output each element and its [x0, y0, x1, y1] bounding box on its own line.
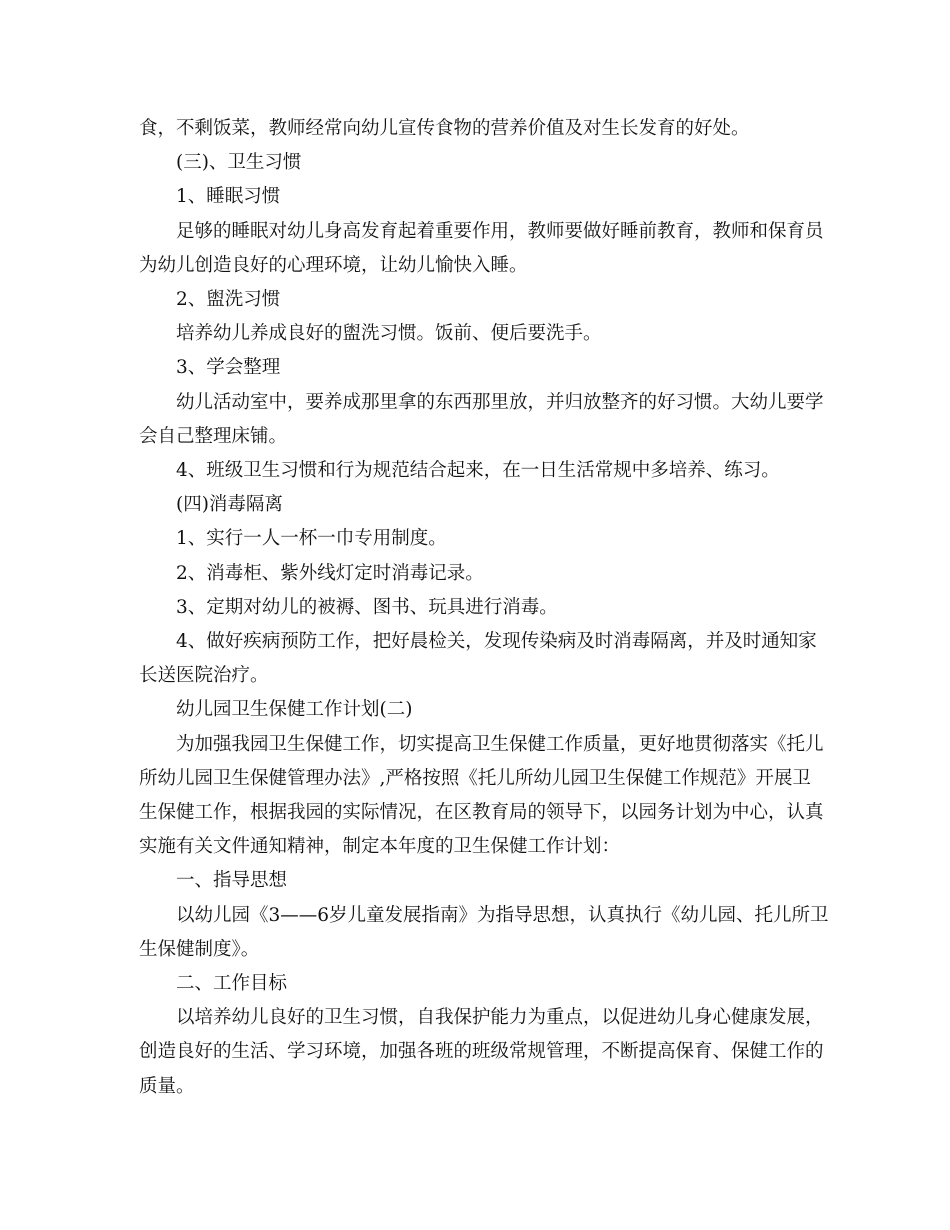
- subheading-sleep-habits: 1、睡眠习惯: [176, 186, 281, 208]
- paragraph-sleep: 足够的睡眠对幼儿身高发育起着重要作用，教师要做好睡前教育，教师和保育员为幼儿创造良好的心理环境，让幼儿愉快入睡。: [139, 220, 824, 276]
- heading-disinfection: (四)消毒隔离: [176, 494, 283, 516]
- paragraph-class-habits: 4、班级卫生习惯和行为规范结合起来，在一日生活常规中多培养、练习。: [176, 460, 780, 482]
- paragraph-guiding-ideology: 以幼儿园《3——6岁儿童发展指南》为指导思想，认真执行《幼儿园、托儿所卫生保健制度》。: [139, 904, 829, 960]
- paragraph-washing: 培养幼儿养成良好的盥洗习惯。饭前、便后要洗手。: [176, 323, 602, 345]
- subheading-washing-habits: 2、盥洗习惯: [176, 289, 281, 311]
- paragraph-tidying: 幼儿活动室中，要养成那里拿的东西那里放，并归放整齐的好习惯。大幼儿要学会自己整理床铺。: [139, 391, 824, 447]
- list-item-disinfection-2: 2、消毒柜、紫外线灯定时消毒记录。: [176, 562, 484, 584]
- heading-guiding-ideology: 一、指导思想: [176, 870, 288, 892]
- document-body: [139, 112, 829, 1104]
- list-item-disinfection-3: 3、定期对幼儿的被褥、图书、玩具进行消毒。: [176, 596, 558, 618]
- paragraph-1: 食，不剩饭菜，教师经常向幼儿宣传食物的营养价值及对生长发育的好处。: [139, 118, 750, 139]
- list-item-disinfection-1: 1、实行一人一杯一巾专用制度。: [176, 528, 447, 550]
- paragraph-plan-intro: 为加强我园卫生保健工作，切实提高卫生保健工作质量，更好地贯彻落实《托儿所幼儿园卫生保健管理办法》,严格按照《托儿所幼儿园卫生保健工作规范》开展卫生保健工作，根据我园的实际情况，在区教育局的领导下，以园务计划为中心，认真实施有关文件通知精神，制定本年度的卫生保健工作计划：: [139, 733, 824, 858]
- list-item-disinfection-4: 4、做好疾病预防工作，把好晨检关，发现传染病及时消毒隔离，并及时通知家长送医院治疗。: [139, 631, 817, 687]
- heading-work-goals: 二、工作目标: [176, 973, 288, 995]
- section-title-plan-two: 幼儿园卫生保健工作计划(二): [176, 699, 413, 721]
- subheading-tidying: 3、学会整理: [176, 357, 281, 379]
- paragraph-work-goals: 以培养幼儿良好的卫生习惯，自我保护能力为重点，以促进幼儿身心健康发展，创造良好的生活、学习环境，加强各班的班级常规管理，不断提高保育、保健工作的质量。: [139, 1007, 824, 1097]
- heading-hygiene-habits: (三)、卫生习惯: [176, 152, 302, 174]
